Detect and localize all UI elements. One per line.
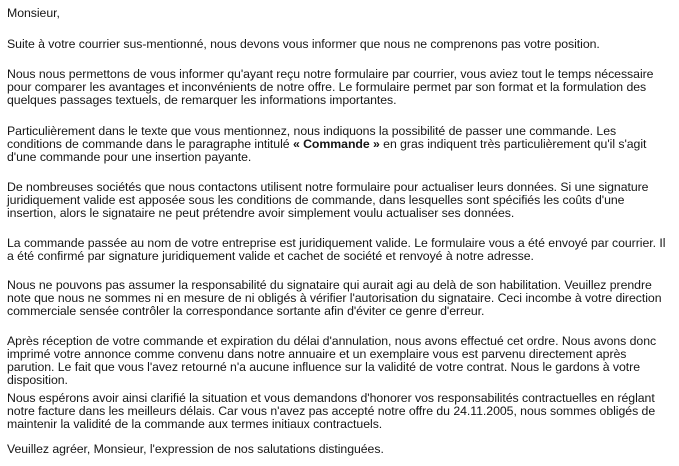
salutation — [7, 7, 673, 20]
paragraph-4 — [7, 181, 673, 220]
text-line: pour comparer les avantages et inconvénients de notre offre. Le formulaire permet par son format et la formulation des — [7, 80, 647, 94]
paragraph-6 — [7, 279, 673, 318]
closing — [7, 443, 673, 456]
text-segment: en gras indiquent très particulièrement qu'il s'agit — [379, 137, 647, 151]
text-line: disposition. — [7, 373, 68, 387]
text-line: commerciale sensée contrôler la correspondance sortante afin d'éviter ce genre d'erreur. — [7, 304, 485, 318]
text-line: Nous nous permettons de vous informer qu'ayant reçu notre formulaire par courrier, vous aviez tout le temps nécessaire — [7, 67, 654, 81]
text-line: imprimé votre annonce comme convenu dans notre annuaire et un exemplaire vous est parvenu directement après — [7, 347, 627, 361]
paragraph-2 — [7, 68, 673, 107]
bold-keyword: « Commande » — [292, 137, 380, 151]
paragraph-3 — [7, 125, 673, 164]
text-line: d'une commande pour une insertion payante. — [7, 150, 252, 164]
text-line: Suite à votre courrier sus-mentionné, nous devons vous informer que nous ne comprenons pas votre position. — [7, 37, 600, 51]
text-line: Après réception de votre commande et expiration du délai d'annulation, nous avons effectué cet ordre. Nous avons donc — [7, 334, 657, 348]
text-line: note que nous ne sommes ni en mesure de ni obligés à vérifier l'autorisation du signataire. Ceci incombe à votre direction — [7, 291, 662, 305]
paragraph-1 — [7, 38, 673, 51]
text-line: De nombreuses sociétés que nous contactons utilisent notre formulaire pour actualiser leurs données. Si une signature — [7, 180, 649, 194]
paragraph-7 — [7, 335, 673, 387]
text-line: parution. Le fait que vous l'avez retourné n'a aucune influence sur la validité de votre contrat. Nous le gardons à votre — [7, 360, 641, 374]
text-line: maintenir la validité de la commande aux termes initiaux contractuels. — [7, 417, 383, 431]
paragraph-5 — [7, 237, 673, 263]
text-line: Nous espérons avoir ainsi clarifié la situation et vous demandons d'honorer vos responsabilités contractuelles en réglant — [7, 391, 655, 405]
salutation-line: Monsieur, — [7, 6, 60, 20]
text-line: Nous ne pouvons pas assumer la responsabilité du signataire qui aurait agi au delà de son habilitation. Veuillez prendre — [7, 278, 652, 292]
text-line: a été confirmé par signature juridiquement valide et cachet de société et renvoyé à notre adresse. — [7, 249, 534, 263]
text-line: La commande passée au nom de votre entreprise est juridiquement valide. Le formulaire vous a été envoyé par courrier. Il — [7, 236, 666, 250]
text-line: insertion, alors le signataire ne peut prétendre avoir simplement voulu actualiser ses données. — [7, 206, 515, 220]
closing-line: Veuillez agréer, Monsieur, l'expression de nos salutations distinguées. — [7, 442, 384, 456]
text-line: Particulièrement dans le texte que vous mentionnez, nous indiquons la possibilité de passer une commande. Les — [7, 124, 617, 138]
text-line: notre facture dans les meilleurs délais. Car vous n'avez pas accepté notre offre du 24.11.2005, nous sommes obligés de — [7, 404, 656, 418]
text-line: quelques passages textuels, de remarquer les informations importantes. — [7, 93, 397, 107]
paragraph-8 — [7, 392, 673, 431]
text-line: juridiquement valide est apposée sous les conditions de commande, dans lesquelles sont spécifiés les coûts d'une — [7, 193, 625, 207]
text-segment: conditions de commande dans le paragraphe intitulé — [7, 137, 293, 151]
